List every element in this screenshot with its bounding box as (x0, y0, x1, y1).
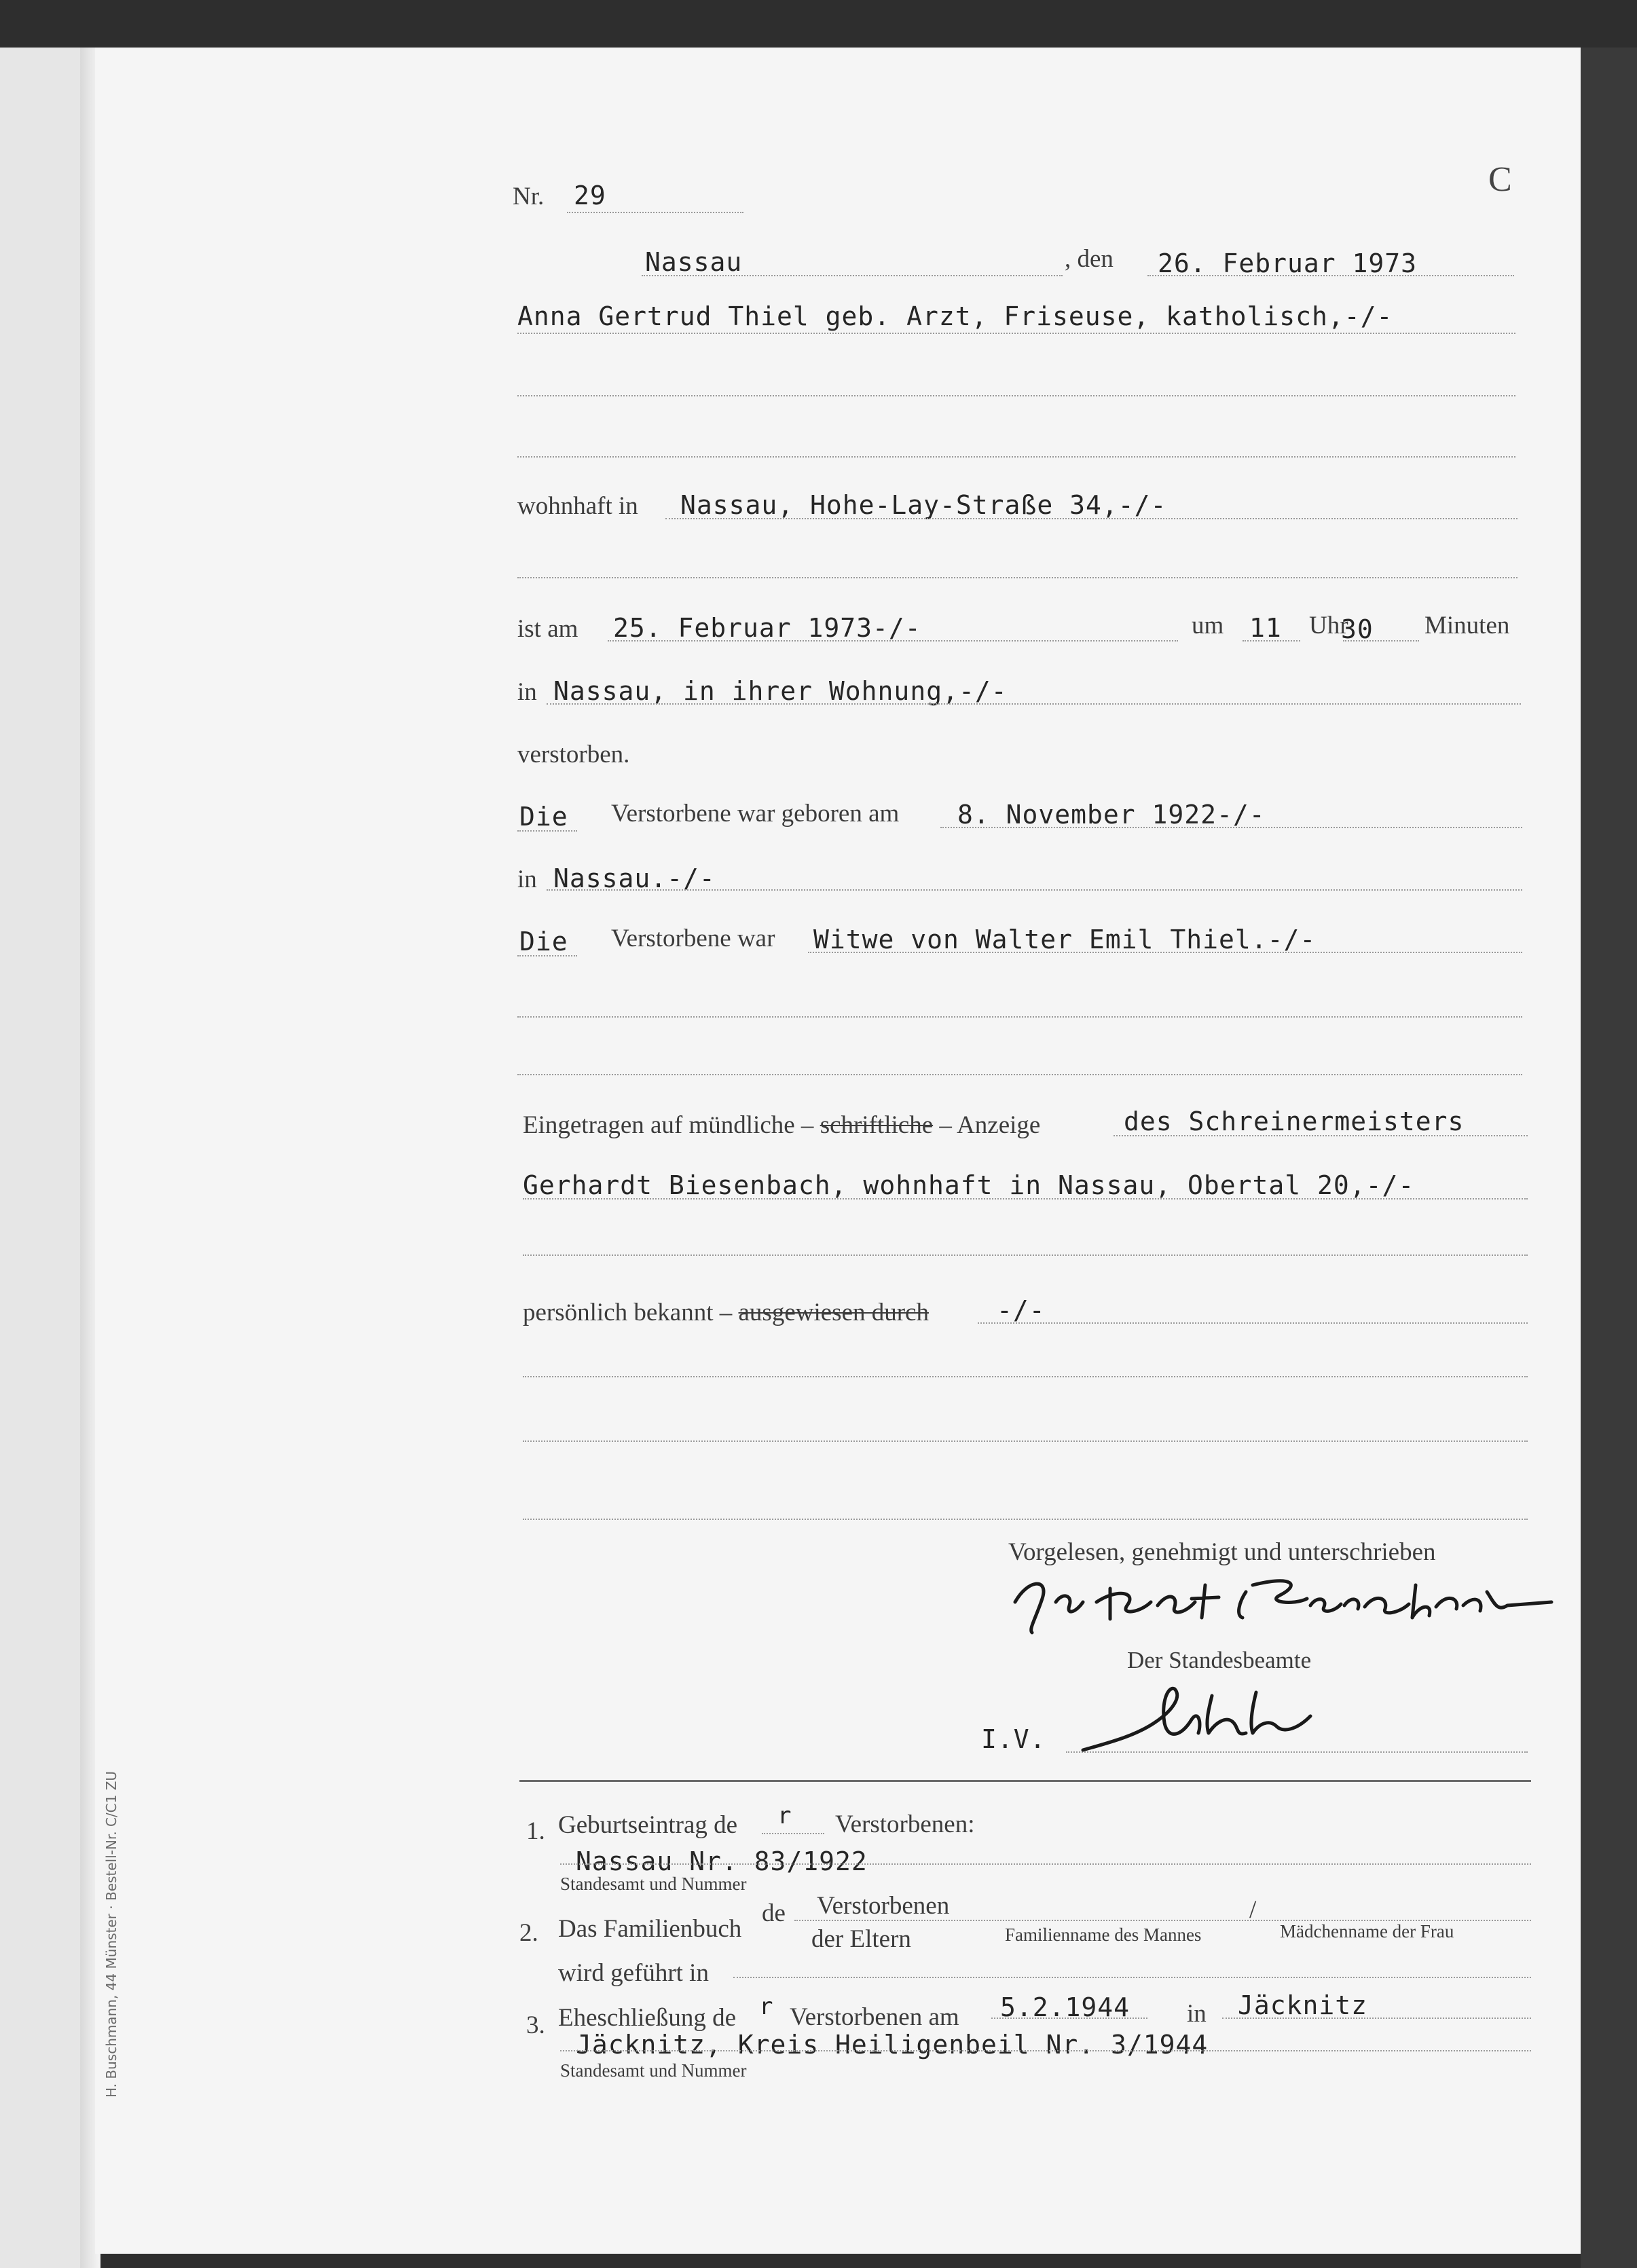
marital-status: Witwe von Walter Emil Thiel.-/- (813, 925, 1317, 954)
identification-line-1 (978, 1322, 1528, 1324)
birth-article-line (517, 830, 577, 832)
item2-slash: / (1249, 1896, 1257, 1924)
nr-line (567, 212, 743, 213)
minutes-line (1343, 640, 1419, 642)
book-cover-edge (1581, 48, 1637, 2268)
printer-note: H. Buschmann, 44 Münster · Bestell-Nr. C/C1 ZU (103, 1770, 119, 2098)
item3-in: in (1187, 2000, 1207, 2028)
item3-value-line (560, 2050, 1531, 2051)
document-date: 26. Februar 1973 (1158, 248, 1418, 278)
vorgelesen-text: Vorgelesen, genehmigt und unterschrieben (1008, 1538, 1436, 1566)
item3-number: 3. (526, 2011, 545, 2039)
identification-line-4 (523, 1519, 1528, 1520)
den-label: , den (1065, 245, 1114, 273)
marriage-place: Jäcknitz (1238, 1990, 1368, 2020)
item1-value-line (560, 1863, 1531, 1865)
death-minutes: 30 (1341, 614, 1374, 644)
registration-label: Eingetragen auf mündliche – schriftliche – Anzeige (523, 1111, 1041, 1139)
birth-place-label: in (517, 866, 537, 893)
death-hour: 11 (1249, 613, 1282, 643)
marriage-date: 5.2.1944 (1000, 1992, 1130, 2022)
marital-line-3 (517, 1074, 1522, 1075)
marital-line-1 (808, 952, 1522, 953)
iv-label: I.V. (981, 1724, 1046, 1754)
item1-label-a: Geburtseintrag de (558, 1811, 738, 1839)
maedchenname-label: Mädchenname der Frau (1280, 1921, 1454, 1941)
nr-label: Nr. (513, 183, 545, 210)
item1-label-b: Verstorbenen: (835, 1810, 975, 1838)
item2-de: de (762, 1899, 786, 1927)
registrar-title: Der Standesbeamte (1127, 1647, 1312, 1673)
standesamt-label-1: Standesamt und Nummer (560, 1874, 747, 1894)
item2-gefuehrt-line (733, 1977, 1531, 1978)
death-date-label: ist am (517, 615, 578, 643)
residence-value: Nassau, Hohe-Lay-Straße 34,-/- (680, 490, 1167, 520)
place-value: Nassau (645, 247, 743, 277)
death-place-label: in (517, 678, 537, 706)
person-line-1 (517, 333, 1515, 334)
birth-label: Verstorbene war geboren am (611, 800, 900, 828)
place-line (642, 275, 1063, 276)
um-label: um (1192, 612, 1224, 639)
item2-verstorbenen: Verstorbenen (817, 1892, 950, 1920)
item2-label: Das Familienbuch (558, 1915, 742, 1943)
death-date: 25. Februar 1973-/- (613, 613, 921, 643)
residence-line-2 (517, 577, 1518, 578)
item2-eltern: der Eltern (811, 1925, 911, 1953)
registrar-signature (1080, 1682, 1324, 1757)
registration-line-3 (523, 1254, 1528, 1256)
familienname-label: Familienname des Mannes (1005, 1925, 1202, 1945)
identification-line-2 (523, 1376, 1528, 1377)
item3-label-a: Eheschließung de (558, 2004, 736, 2032)
birth-place: Nassau.-/- (553, 863, 716, 893)
marriage-register-entry: Jäcknitz, Kreis Heiligenbeil Nr. 3/1944 (576, 2030, 1209, 2060)
death-place-line (547, 703, 1521, 705)
marriage-date-line (991, 2018, 1147, 2019)
item2-gefuehrt: wird geführt in (558, 1959, 709, 1987)
item3-fill: r (759, 1993, 774, 2020)
residence-line-1 (665, 518, 1518, 519)
birth-date: 8. November 1922-/- (957, 800, 1266, 830)
informant-signature (1008, 1565, 1565, 1646)
marital-article: Die (519, 927, 568, 956)
informant-title: des Schreinermeisters (1124, 1107, 1465, 1136)
footer-divider (519, 1780, 1531, 1782)
birth-date-line (940, 827, 1522, 828)
birth-register-entry: Nassau Nr. 83/1922 (576, 1846, 868, 1876)
residence-label: wohnhaft in (517, 492, 638, 520)
item1-fill: r (777, 1802, 792, 1829)
item1-fill-line (762, 1833, 824, 1834)
person-line-3 (517, 456, 1515, 458)
identification-value: -/- (997, 1295, 1046, 1325)
marital-label: Verstorbene war (611, 925, 775, 952)
hour-line (1243, 640, 1300, 642)
identification-line-3 (523, 1440, 1528, 1442)
date-line (1147, 275, 1514, 276)
person-line-2 (517, 395, 1515, 396)
registration-line-1 (1114, 1135, 1528, 1136)
item2-number: 2. (519, 1919, 538, 1947)
death-date-line (608, 640, 1178, 642)
death-place: Nassau, in ihrer Wohnung,-/- (553, 676, 1008, 706)
registration-line-2 (523, 1198, 1528, 1200)
informant-address: Gerhardt Biesenbach, wohnhaft in Nassau, Obertal 20,-/- (523, 1170, 1415, 1200)
minuten-label: Minuten (1424, 612, 1510, 639)
item3-label-b: Verstorbenen am (790, 2003, 959, 2031)
marital-article-line (517, 955, 577, 956)
standesamt-label-2: Standesamt und Nummer (560, 2060, 747, 2081)
form-letter: C (1488, 160, 1512, 199)
nr-value: 29 (574, 181, 606, 210)
marriage-place-line (1222, 2018, 1531, 2019)
birth-place-line (547, 889, 1522, 891)
identification-label: persönlich bekannt – ausgewiesen durch (523, 1299, 929, 1326)
deceased-name-line: Anna Gertrud Thiel geb. Arzt, Friseuse, katholisch,-/- (517, 301, 1393, 331)
item1-number: 1. (526, 1817, 545, 1845)
uhr-label: Uhr (1309, 612, 1348, 639)
marital-line-2 (517, 1016, 1522, 1018)
birth-article: Die (519, 802, 568, 832)
verstorben-label: verstorben. (517, 741, 630, 768)
